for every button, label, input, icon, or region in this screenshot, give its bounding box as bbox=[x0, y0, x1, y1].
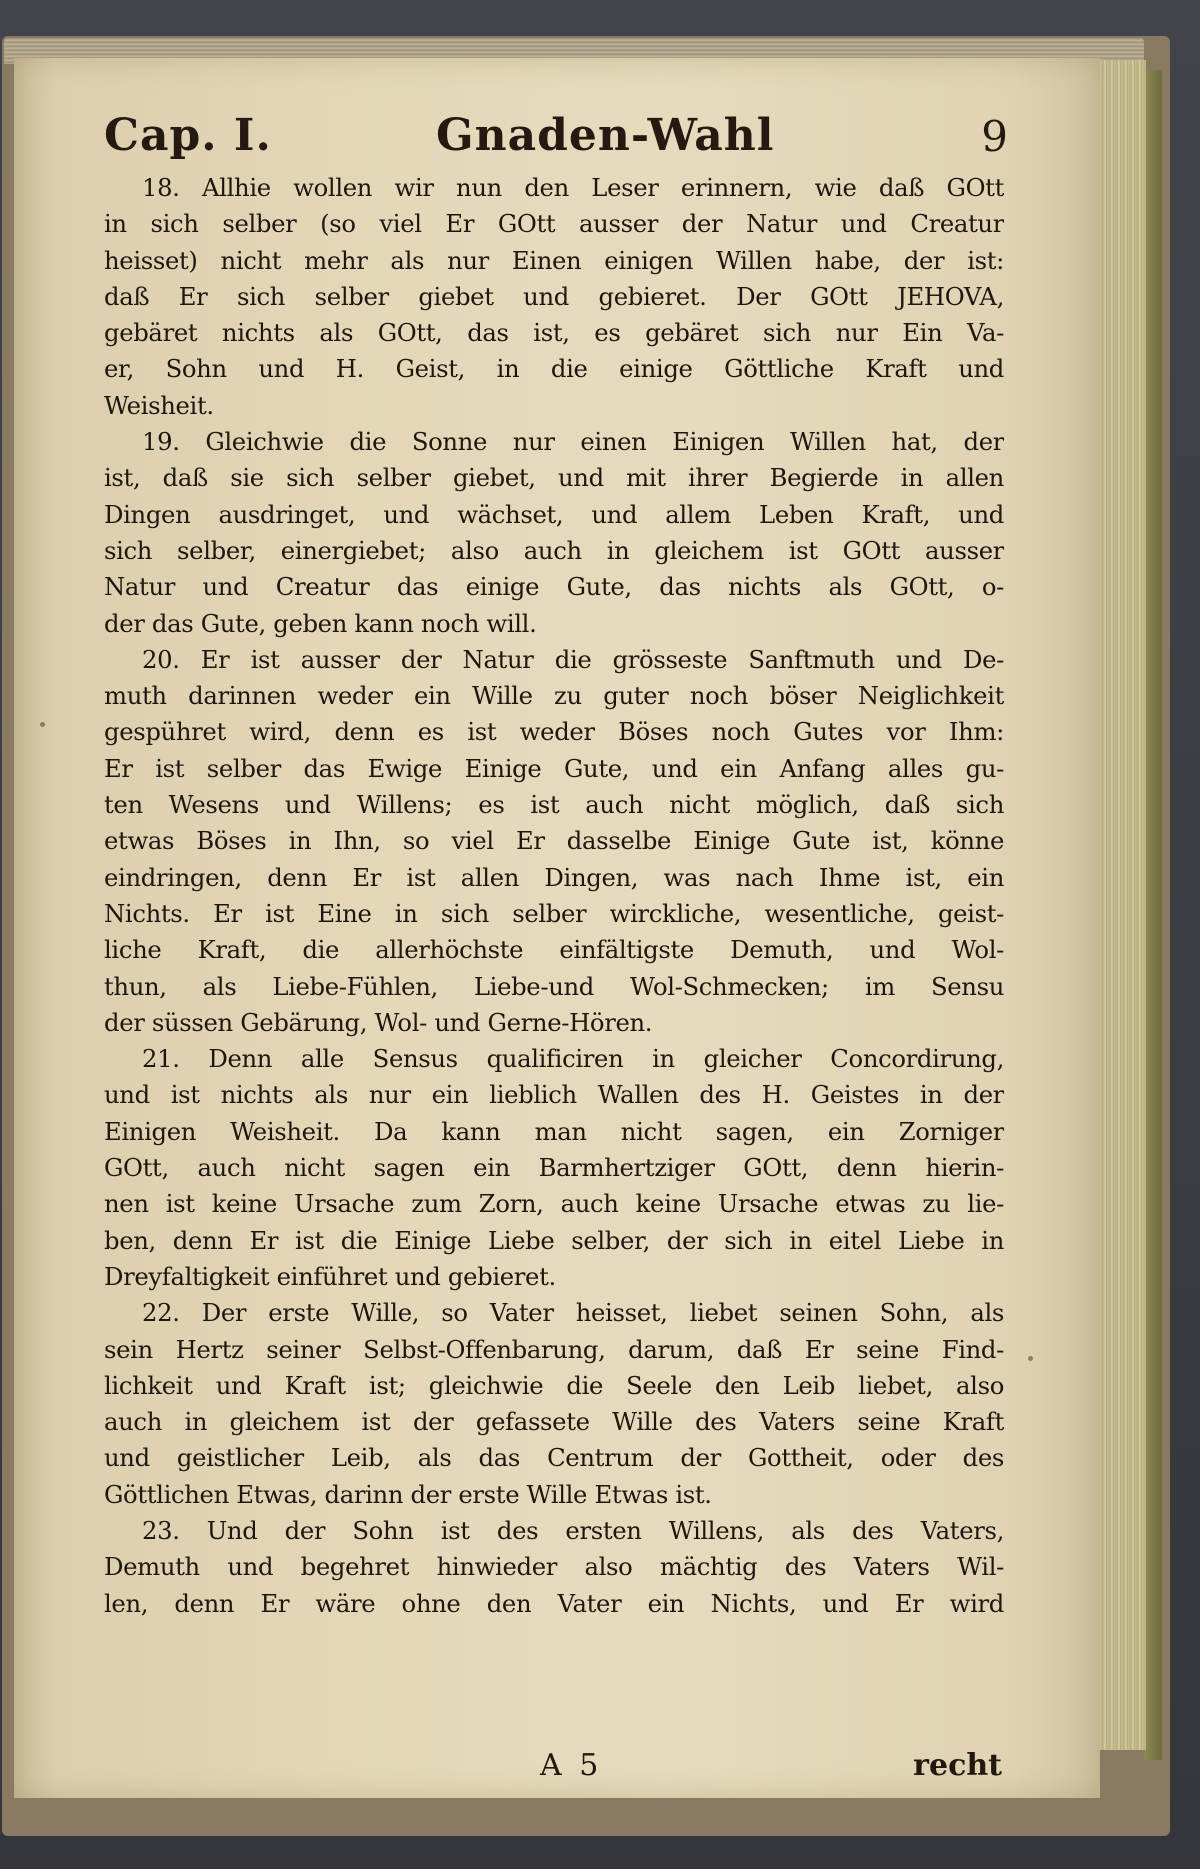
text-line: sein Hertz seiner Selbst-Offenbarung, darum, daß Er seine Find- bbox=[104, 1334, 1004, 1364]
text-line: nen ist keine Ursache zum Zorn, auch keine Ursache etwas zu lie- bbox=[104, 1189, 1004, 1219]
text-line: muth darinnen weder ein Wille zu guter noch böser Neiglichkeit bbox=[104, 681, 1004, 711]
text-line: er, Sohn und H. Geist, in die einige Göttliche Kraft und bbox=[104, 354, 1004, 384]
text-line: daß Er sich selber giebet und gebieret. Der GOtt JEHOVA, bbox=[104, 281, 1004, 311]
catchword: recht bbox=[913, 1748, 1002, 1783]
text-line: Einigen Weisheit. Da kann man nicht sagen, ein Zorniger bbox=[104, 1116, 1004, 1146]
text-line: GOtt, auch nicht sagen ein Barmhertziger GOtt, denn hierin- bbox=[104, 1153, 1004, 1183]
text-line: 20. Er ist ausser der Natur die grösseste Sanftmuth und De- bbox=[142, 644, 1004, 674]
text-line: 19. Gleichwie die Sonne nur einen Einigen Willen hat, der bbox=[142, 427, 1004, 457]
running-title: Gnaden-Wahl bbox=[436, 110, 775, 161]
text-line: ist, daß sie sich selber giebet, und mit ihrer Begierde in allen bbox=[104, 463, 1004, 493]
page-fore-edge-outer bbox=[1144, 70, 1162, 1760]
text-line: Göttlichen Etwas, darinn der erste Wille Etwas ist. bbox=[104, 1479, 712, 1509]
text-line: gebäret nichts als GOtt, das ist, es gebäret sich nur Ein Va- bbox=[104, 318, 1004, 348]
text-line: Demuth und begehret hinwieder also mächtig des Vaters Wil- bbox=[104, 1552, 1004, 1582]
page-fore-edge bbox=[1098, 60, 1146, 1750]
text-line: Er ist selber das Ewige Einige Gute, und ein Anfang alles gu- bbox=[104, 753, 1004, 783]
text-line: 22. Der erste Wille, so Vater heisset, liebet seinen Sohn, als bbox=[142, 1298, 1004, 1328]
text-line: thun, als Liebe-Fühlen, Liebe-und Wol-Schmecken; im Sensu bbox=[104, 971, 1004, 1001]
text-line: und geistlicher Leib, als das Centrum der Gottheit, oder des bbox=[104, 1443, 1004, 1473]
text-line: in sich selber (so viel Er GOtt ausser der Natur und Creatur bbox=[104, 209, 1004, 239]
text-line: der das Gute, geben kann noch will. bbox=[104, 608, 537, 638]
text-line: Natur und Creatur das einige Gute, das nichts als GOtt, o- bbox=[104, 572, 1004, 602]
text-line: eindringen, denn Er ist allen Dingen, was nach Ihme ist, ein bbox=[104, 862, 1004, 892]
body-text bbox=[104, 170, 1004, 1622]
text-line: gespühret wird, denn es ist weder Böses noch Gutes vor Ihm: bbox=[104, 717, 1004, 747]
text-line: heisset) nicht mehr als nur Einen einigen Willen habe, der ist: bbox=[104, 245, 1004, 275]
running-header bbox=[90, 108, 1010, 172]
chapter-label: Cap. I. bbox=[104, 110, 272, 161]
text-line: Nichts. Er ist Eine in sich selber wirckliche, wesentliche, geist- bbox=[104, 898, 1004, 928]
text-line: und ist nichts als nur ein lieblich Wallen des H. Geistes in der bbox=[104, 1080, 1004, 1110]
text-line: 21. Denn alle Sensus qualificiren in gleicher Concordirung, bbox=[142, 1044, 1004, 1074]
page-number: 9 bbox=[981, 112, 1008, 161]
text-line: 23. Und der Sohn ist des ersten Willens, als des Vaters, bbox=[142, 1515, 1004, 1545]
text-line: Dreyfaltigkeit einführet und gebieret. bbox=[104, 1261, 556, 1291]
text-line: liche Kraft, die allerhöchste einfältigste Demuth, und Wol- bbox=[104, 935, 1004, 965]
paper-speck bbox=[40, 722, 45, 727]
text-line: ben, denn Er ist die Einige Liebe selber, der sich in eitel Liebe in bbox=[104, 1225, 1004, 1255]
paper-speck bbox=[1028, 1356, 1033, 1361]
text-line: 18. Allhie wollen wir nun den Leser erinnern, wie daß GOtt bbox=[142, 173, 1004, 202]
text-line: ten Wesens und Willens; es ist auch nicht möglich, daß sich bbox=[104, 790, 1004, 820]
text-line: sich selber, einergiebet; also auch in gleichem ist GOtt ausser bbox=[104, 535, 1004, 565]
text-line: Dingen ausdringet, und wächset, und allem Leben Kraft, und bbox=[104, 499, 1004, 529]
page-footer bbox=[104, 1748, 1004, 1792]
text-line: Weisheit. bbox=[104, 390, 214, 420]
text-line: etwas Böses in Ihn, so viel Er dasselbe Einige Gute ist, könne bbox=[104, 826, 1004, 856]
signature-mark: A 5 bbox=[540, 1748, 603, 1783]
text-line: der süssen Gebärung, Wol- und Gerne-Hören. bbox=[104, 1007, 653, 1037]
text-line: auch in gleichem ist der gefassete Wille des Vaters seine Kraft bbox=[104, 1407, 1004, 1437]
text-line: len, denn Er wäre ohne den Vater ein Nichts, und Er wird bbox=[104, 1588, 1004, 1618]
text-line: lichkeit und Kraft ist; gleichwie die Seele den Leib liebet, also bbox=[104, 1370, 1004, 1400]
